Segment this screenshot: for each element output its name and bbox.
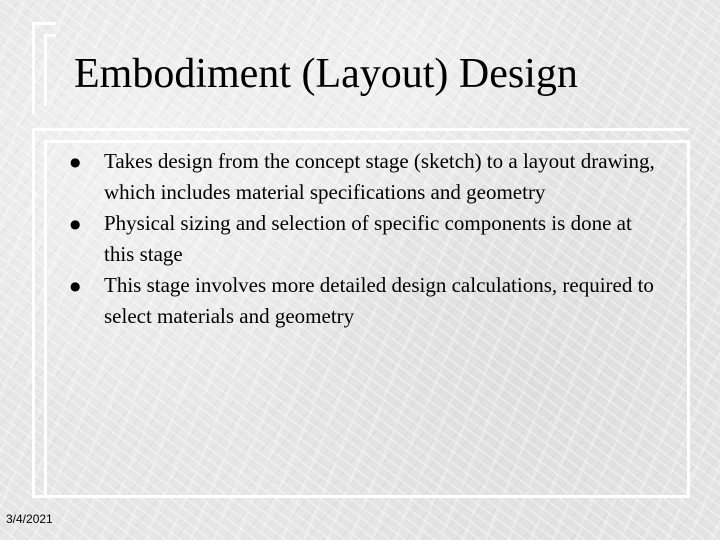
bullet-text: This stage involves more detailed design calculations, required to select materials and geometry bbox=[104, 273, 654, 328]
title-frame-inner-decoration bbox=[44, 34, 56, 106]
slide-title: Embodiment (Layout) Design bbox=[74, 51, 578, 97]
bullet-item bbox=[70, 146, 660, 208]
bullet-item bbox=[70, 208, 660, 270]
bullet-icon: ● bbox=[70, 279, 81, 293]
bullet-text: Takes design from the concept stage (sketch) to a layout drawing, which includes material specifications and geometry bbox=[104, 149, 655, 204]
slide-date: 3/4/2021 bbox=[6, 512, 53, 526]
bullet-icon: ● bbox=[70, 155, 81, 169]
bullet-item bbox=[70, 270, 660, 332]
bullet-icon: ● bbox=[70, 217, 81, 231]
bullet-text: Physical sizing and selection of specific components is done at this stage bbox=[104, 211, 632, 266]
bullet-list bbox=[70, 146, 660, 332]
